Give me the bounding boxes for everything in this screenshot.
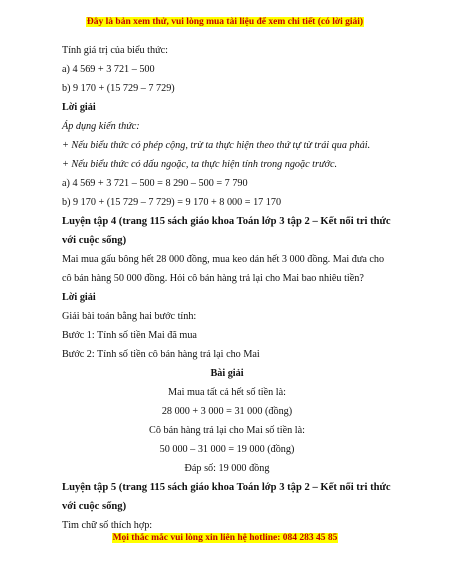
knowledge-intro: Áp dụng kiến thức: xyxy=(62,121,140,132)
knowledge-rule-2: + Nếu biểu thức có dấu ngoặc, ta thực hiện tính trong ngoặc trước. xyxy=(62,159,338,170)
solution-heading-2: Lời giải xyxy=(62,292,96,303)
answer-a: a) 4 569 + 3 721 – 500 = 8 290 – 500 = 7 790 xyxy=(62,178,248,189)
expression-b: b) 9 170 + (15 729 – 7 729) xyxy=(62,83,175,94)
worked-line-1: Mai mua tất cả hết số tiền là: xyxy=(168,387,286,398)
practice-4-heading: Luyện tập 4 (trang 115 sách giáo khoa Toán lớp 3 tập 2 – Kết nối tri thức xyxy=(62,216,391,227)
expression-a: a) 4 569 + 3 721 – 500 xyxy=(62,64,155,75)
worked-line-3: Cô bán hàng trả lại cho Mai số tiền là: xyxy=(149,425,305,436)
answer-b: b) 9 170 + (15 729 – 7 729) = 9 170 + 8 000 = 17 170 xyxy=(62,197,282,208)
step-2: Bước 2: Tính số tiền cô bán hàng trả lại cho Mai xyxy=(62,349,260,360)
practice-5-heading-cont: với cuộc sống) xyxy=(62,501,127,512)
worked-line-4: 50 000 – 31 000 = 19 000 (đồng) xyxy=(159,444,295,455)
hotline-footer-text: Mọi thắc mắc vui lòng xin liên hệ hotline: 084 283 45 85 xyxy=(112,533,338,543)
exercise-prompt: Tính giá trị của biểu thức: xyxy=(62,45,168,56)
worked-solution-title: Bài giải xyxy=(210,368,244,379)
method-intro: Giải bài toán bằng hai bước tính: xyxy=(62,311,197,322)
practice-5-heading: Luyện tập 5 (trang 115 sách giáo khoa Toán lớp 3 tập 2 – Kết nối tri thức xyxy=(62,482,391,493)
preview-banner-text: Đây là bản xem thử, vui lòng mua tài liệu để xem chi tiết (có lời giải) xyxy=(86,17,364,27)
document-body xyxy=(62,41,392,535)
preview-banner xyxy=(0,17,450,27)
problem-text-2: cô bán hàng 50 000 đồng. Hỏi cô bán hàng trả lại cho Mai bao nhiêu tiền? xyxy=(62,273,364,284)
solution-heading: Lời giải xyxy=(62,102,96,113)
final-answer: Đáp số: 19 000 đồng xyxy=(184,463,270,474)
knowledge-rule-1: + Nếu biểu thức có phép cộng, trừ ta thực hiện theo thứ tự từ trái qua phải. xyxy=(62,140,371,151)
problem-text-1: Mai mua gấu bông hết 28 000 đồng, mua keo dán hết 3 000 đồng. Mai đưa cho xyxy=(62,254,385,265)
practice-5-prompt: Tìm chữ số thích hợp: xyxy=(62,520,153,531)
hotline-footer xyxy=(0,533,450,543)
step-1: Bước 1: Tính số tiền Mai đã mua xyxy=(62,330,197,341)
practice-4-heading-cont: với cuộc sống) xyxy=(62,235,127,246)
worked-line-2: 28 000 + 3 000 = 31 000 (đồng) xyxy=(161,406,293,417)
